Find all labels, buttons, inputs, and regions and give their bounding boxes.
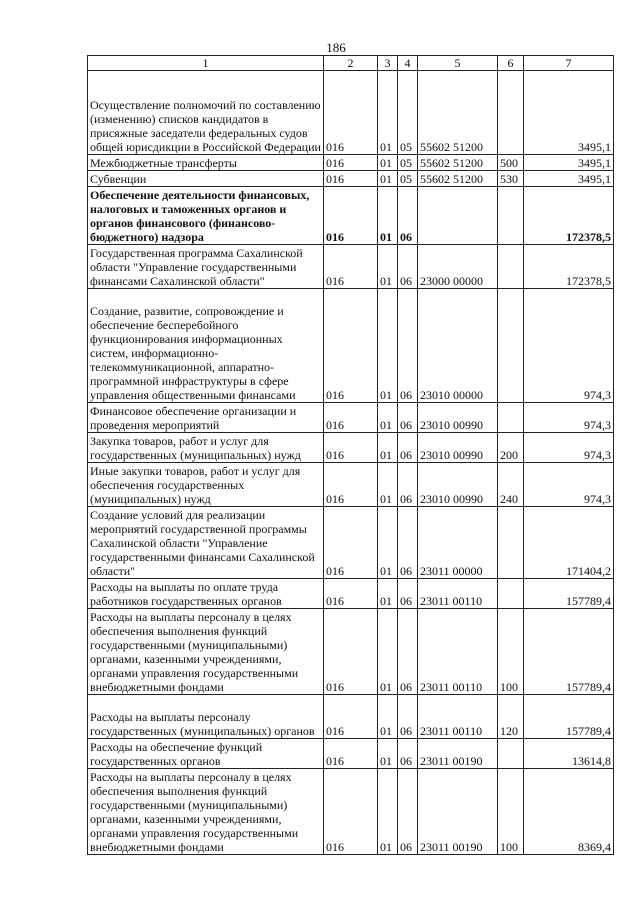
budget-table: [87, 55, 614, 855]
row-subsection-cell: 06: [398, 433, 418, 463]
table-row: [88, 71, 614, 155]
row-amount-cell: 8369,4: [524, 769, 614, 855]
table-row: [88, 507, 614, 579]
table-row: [88, 155, 614, 171]
row-section-cell: 01: [378, 71, 398, 155]
row-name-cell: Обеспечение деятельности финансовых, налоговых и таможенных органов и органов финансового (финансово-бюджетного) надзора: [88, 187, 324, 245]
column-header: 1: [88, 56, 324, 71]
table-row: [88, 695, 614, 739]
row-type-cell: 100: [498, 769, 524, 855]
row-code-cell: 016: [324, 187, 378, 245]
row-section-cell: 01: [378, 579, 398, 609]
row-code-cell: 016: [324, 403, 378, 433]
row-name-cell: Расходы на выплаты по оплате труда работников государственных органов: [88, 579, 324, 609]
row-type-cell: [498, 187, 524, 245]
row-code-cell: 016: [324, 289, 378, 403]
row-subsection-cell: 05: [398, 155, 418, 171]
row-type-cell: [498, 403, 524, 433]
row-code-cell: 016: [324, 739, 378, 769]
row-name-cell: Создание условий для реализации мероприятий государственной программы Сахалинской области "Управление государственными финансами Сахалинской области": [88, 507, 324, 579]
row-section-cell: 01: [378, 463, 398, 507]
row-name-cell: Расходы на обеспечение функций государственных органов: [88, 739, 324, 769]
table-row: [88, 579, 614, 609]
table-row: [88, 187, 614, 245]
table-row: [88, 289, 614, 403]
table-row: [88, 433, 614, 463]
row-amount-cell: 13614,8: [524, 739, 614, 769]
row-target-cell: 55602 51200: [418, 171, 498, 187]
row-code-cell: 016: [324, 433, 378, 463]
row-code-cell: 016: [324, 463, 378, 507]
row-amount-cell: 157789,4: [524, 609, 614, 695]
row-target-cell: 23010 00990: [418, 463, 498, 507]
row-name-cell: Государственная программа Сахалинской области "Управление государственными финансами Сахалинской области": [88, 245, 324, 289]
table-row: [88, 769, 614, 855]
row-section-cell: 01: [378, 695, 398, 739]
row-section-cell: 01: [378, 187, 398, 245]
row-code-cell: 016: [324, 695, 378, 739]
row-subsection-cell: 06: [398, 739, 418, 769]
row-name-cell: Расходы на выплаты персоналу в целях обеспечения выполнения функций государственными (муниципальными) органами, казенными учреждениями, органами управления государственными внебюджетными фондами: [88, 769, 324, 855]
table-row: [88, 171, 614, 187]
row-target-cell: 23011 00110: [418, 609, 498, 695]
row-target-cell: 23011 00000: [418, 507, 498, 579]
row-type-cell: [498, 71, 524, 155]
column-header: 3: [378, 56, 398, 71]
row-subsection-cell: 06: [398, 403, 418, 433]
row-target-cell: 23010 00990: [418, 403, 498, 433]
row-subsection-cell: 06: [398, 245, 418, 289]
row-section-cell: 01: [378, 769, 398, 855]
row-code-cell: 016: [324, 609, 378, 695]
row-name-cell: Субвенции: [88, 171, 324, 187]
table-row: [88, 739, 614, 769]
row-subsection-cell: 05: [398, 71, 418, 155]
row-amount-cell: 157789,4: [524, 695, 614, 739]
row-subsection-cell: 06: [398, 609, 418, 695]
row-subsection-cell: 06: [398, 507, 418, 579]
row-name-cell: Расходы на выплаты персоналу государственных (муниципальных) органов: [88, 695, 324, 739]
row-section-cell: 01: [378, 289, 398, 403]
row-type-cell: 500: [498, 155, 524, 171]
row-type-cell: 240: [498, 463, 524, 507]
row-amount-cell: 172378,5: [524, 245, 614, 289]
row-name-cell: Закупка товаров, работ и услуг для государственных (муниципальных) нужд: [88, 433, 324, 463]
row-amount-cell: 974,3: [524, 289, 614, 403]
row-subsection-cell: 06: [398, 579, 418, 609]
column-header: 2: [324, 56, 378, 71]
row-type-cell: [498, 507, 524, 579]
row-target-cell: 23000 00000: [418, 245, 498, 289]
row-name-cell: Осуществление полномочий по составлению (изменению) списков кандидатов в присяжные заседатели федеральных судов общей юрисдикции в Российской Федерации: [88, 71, 324, 155]
row-amount-cell: 157789,4: [524, 579, 614, 609]
row-amount-cell: 3495,1: [524, 171, 614, 187]
row-amount-cell: 172378,5: [524, 187, 614, 245]
row-amount-cell: 3495,1: [524, 155, 614, 171]
row-type-cell: [498, 739, 524, 769]
row-code-cell: 016: [324, 71, 378, 155]
row-subsection-cell: 06: [398, 463, 418, 507]
row-subsection-cell: 05: [398, 171, 418, 187]
row-code-cell: 016: [324, 155, 378, 171]
row-target-cell: 23010 00000: [418, 289, 498, 403]
row-amount-cell: 974,3: [524, 463, 614, 507]
row-name-cell: Создание, развитие, сопровождение и обеспечение бесперебойного функционирования информационных систем, информационно-телекоммуникационной, аппаратно-программной инфраструктуры в сфере управления общественными финансами: [88, 289, 324, 403]
row-type-cell: [498, 289, 524, 403]
row-target-cell: 55602 51200: [418, 71, 498, 155]
row-target-cell: 23011 00190: [418, 739, 498, 769]
row-section-cell: 01: [378, 171, 398, 187]
row-subsection-cell: 06: [398, 695, 418, 739]
row-type-cell: 200: [498, 433, 524, 463]
table-row: [88, 403, 614, 433]
row-type-cell: 530: [498, 171, 524, 187]
row-type-cell: [498, 245, 524, 289]
column-header: 6: [498, 56, 524, 71]
table-header-row: [88, 56, 614, 71]
row-name-cell: Финансовое обеспечение организации и проведения мероприятий: [88, 403, 324, 433]
row-section-cell: 01: [378, 433, 398, 463]
row-section-cell: 01: [378, 507, 398, 579]
row-section-cell: 01: [378, 609, 398, 695]
row-amount-cell: 3495,1: [524, 71, 614, 155]
row-amount-cell: 974,3: [524, 403, 614, 433]
table-row: [88, 609, 614, 695]
row-code-cell: 016: [324, 245, 378, 289]
row-amount-cell: 171404,2: [524, 507, 614, 579]
page-number: 186: [326, 40, 346, 55]
row-subsection-cell: 06: [398, 187, 418, 245]
row-subsection-cell: 06: [398, 289, 418, 403]
row-code-cell: 016: [324, 769, 378, 855]
column-header: 5: [418, 56, 498, 71]
row-target-cell: 23011 00110: [418, 579, 498, 609]
column-header: 7: [524, 56, 614, 71]
row-name-cell: Межбюджетные трансферты: [88, 155, 324, 171]
row-target-cell: 23011 00110: [418, 695, 498, 739]
row-target-cell: 55602 51200: [418, 155, 498, 171]
column-header: 4: [398, 56, 418, 71]
row-type-cell: 100: [498, 609, 524, 695]
row-section-cell: 01: [378, 403, 398, 433]
row-name-cell: Расходы на выплаты персоналу в целях обеспечения выполнения функций государственными (муниципальными) органами, казенными учреждениями, органами управления государственными внебюджетными фондами: [88, 609, 324, 695]
row-section-cell: 01: [378, 739, 398, 769]
row-target-cell: 23011 00190: [418, 769, 498, 855]
row-target-cell: 23010 00990: [418, 433, 498, 463]
row-target-cell: [418, 187, 498, 245]
table-row: [88, 463, 614, 507]
row-subsection-cell: 06: [398, 769, 418, 855]
row-type-cell: 120: [498, 695, 524, 739]
row-amount-cell: 974,3: [524, 433, 614, 463]
row-name-cell: Иные закупки товаров, работ и услуг для обеспечения государственных (муниципальных) нужд: [88, 463, 324, 507]
table-row: [88, 245, 614, 289]
row-type-cell: [498, 579, 524, 609]
row-code-cell: 016: [324, 171, 378, 187]
row-section-cell: 01: [378, 245, 398, 289]
row-code-cell: 016: [324, 507, 378, 579]
row-code-cell: 016: [324, 579, 378, 609]
row-section-cell: 01: [378, 155, 398, 171]
